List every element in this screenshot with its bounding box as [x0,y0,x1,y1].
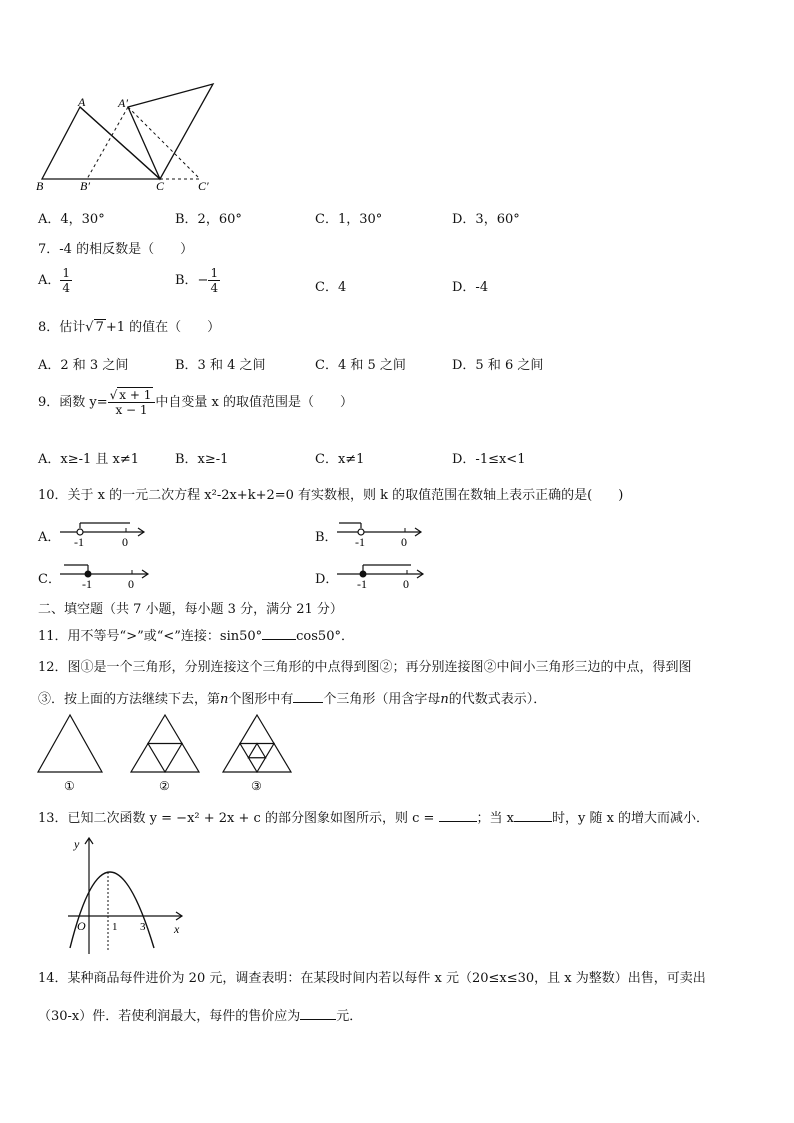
label-B-prime: B′ [80,179,90,193]
q7-option-c[interactable]: C．4 [315,280,347,295]
q9-option-c[interactable]: C．x≠1 [315,452,365,467]
caption-3: ③ [251,779,262,793]
q8-option-d[interactable]: D．5 和 6 之间 [452,358,544,373]
q10-stem: 10．关于 x 的一元二次方程 x²-2x+k+2=0 有实数根，则 k 的取值范围在数轴上表示正确的是( ) [38,488,624,503]
axis-label-x: x [174,922,180,936]
q6-option-d[interactable]: D．3，60° [452,212,520,227]
q7-option-a[interactable]: A． $\frac{1}{4}$ [38,266,71,295]
label-A: A [78,95,86,109]
q10-option-b-letter[interactable]: B． [315,530,338,545]
label-C-prime: C′ [198,179,209,193]
q8-option-b[interactable]: B．3 和 4 之间 [175,358,266,373]
q14-answer-blank[interactable] [300,1019,336,1020]
tick-label-0: 0 [128,577,134,590]
q13-stem: 13．已知二次函数 y = −x² + 2x + c 的部分图象如图所示，则 c = ；当 x 时，y 随 x 的增大而减小． [38,811,710,826]
caption-2: ② [159,779,170,793]
axis-label-y: y [74,837,80,851]
tick-label-neg1: -1 [355,535,365,548]
tick-label-0: 0 [403,577,409,590]
q13-parabola-graph [60,832,190,960]
tick-label-0: 0 [401,535,407,548]
q6-option-a[interactable]: A．4，30° [38,212,105,227]
tick-label-0: 0 [122,535,128,548]
q8-stem: 8．估计√ 7 +1 的值在（ ） [38,320,221,335]
q9-option-a[interactable]: A．x≥-1 且 x≠1 [38,452,140,467]
fraction: $\frac{1}{4}$ [210,266,219,295]
q11: 11．用不等号“>”或“<”连接：sin50° cos50°． [38,629,354,644]
section-heading: 二、填空题（共 7 小题，每小题 3 分，满分 21 分） [38,602,343,617]
tick-label-neg1: -1 [74,535,84,548]
q12-line1: 12．图①是一个三角形，分别连接这个三角形的中点得到图②；再分别连接图②中间小三角形三边的中点，得到图 [38,660,692,675]
q9-option-d[interactable]: D．-1≤x<1 [452,452,526,467]
tick-label-3: 3 [140,921,146,933]
q10-option-c-number-line[interactable] [58,558,152,590]
q12-line2: ③．按上面的方法继续下去，第n个图形中有 个三角形（用含字母n的代数式表示）． [38,692,547,707]
q10-option-d-number-line[interactable] [335,558,427,590]
tick-label-neg1: -1 [357,577,367,590]
q10-option-b-number-line[interactable] [335,516,425,548]
fraction: $\frac{1}{4}$ [62,266,71,295]
tick-label-1: 1 [112,921,118,933]
label-B: B [36,179,44,193]
q7-option-d[interactable]: D．-4 [452,280,489,295]
q11-answer-blank[interactable] [262,639,296,640]
sqrt-sign: √ [85,320,94,335]
q7-stem: 7．-4 的相反数是（ ） [38,242,194,257]
q10-option-a-number-line[interactable] [58,516,148,548]
q6-triangle-figure [30,80,230,195]
q10-option-c-letter[interactable]: C． [38,572,61,587]
q12-answer-blank[interactable] [293,702,323,703]
q13-answer-blank-c[interactable] [439,821,477,822]
q9-option-b[interactable]: B．x≥-1 [175,452,229,467]
q13-answer-blank-x[interactable] [514,821,552,822]
q10-option-d-letter[interactable]: D． [315,572,339,587]
q6-option-b[interactable]: B．2，60° [175,212,242,227]
fraction: $\frac{√ x + 1}{x - 1}$ [108,388,156,417]
origin-label: O [77,919,86,933]
q8-option-c[interactable]: C．4 和 5 之间 [315,358,406,373]
q14-line1: 14．某种商品每件进价为 20 元，调查表明：在某段时间内若以每件 x 元（20≤x≤30，且 x 为整数）出售，可卖出 [38,971,706,986]
q9-stem: 9．函数 y= $\frac{√ x + 1}{x - 1}$ 中自变量 x 的取值范围是（ ） [38,388,353,417]
q6-option-c[interactable]: C．1，30° [315,212,383,227]
caption-1: ① [64,779,75,793]
label-A-prime: A′ [118,96,128,110]
q8-option-a[interactable]: A．2 和 3 之间 [38,358,129,373]
tick-label-neg1: -1 [82,577,92,590]
q14-line2: （30-x）件．若使利润最大，每件的售价应为 元． [38,1009,363,1024]
q7-option-b[interactable]: B．− $\frac{1}{4}$ [175,266,219,295]
q10-option-a-letter[interactable]: A． [38,530,61,545]
label-C: C [156,179,165,193]
q12-triangle-figures [34,710,298,794]
